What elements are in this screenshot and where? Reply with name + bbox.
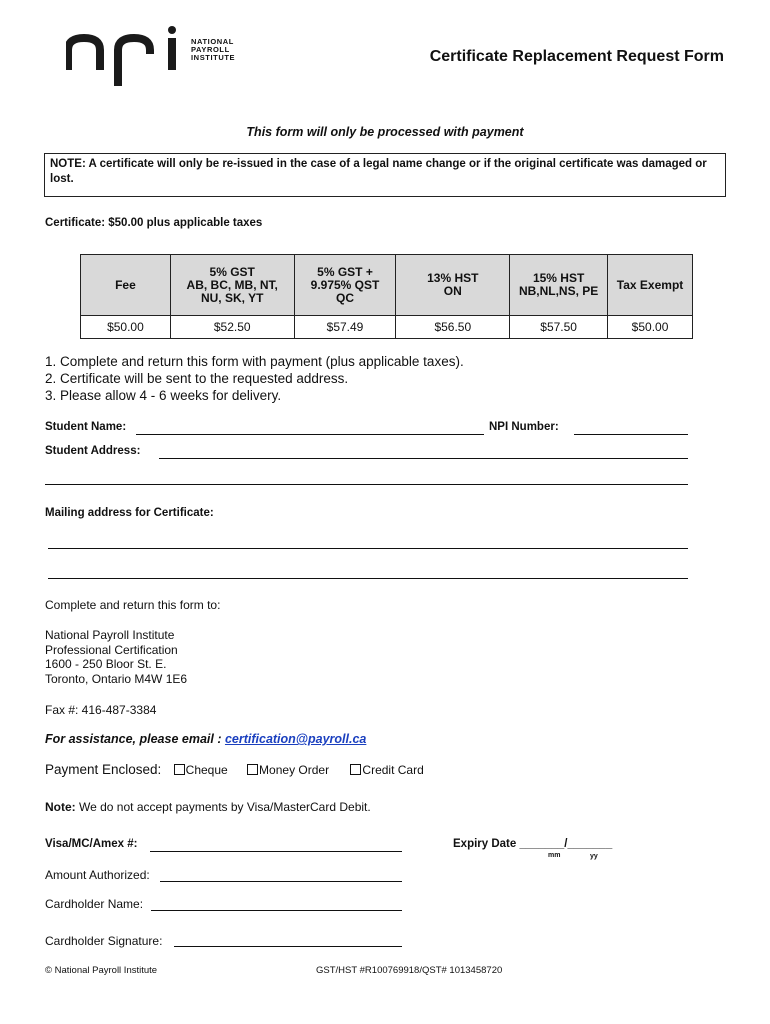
- expiry-year-hint: yy: [590, 853, 598, 860]
- fee-table: [80, 254, 693, 339]
- form-title: Certificate Replacement Request Form: [429, 48, 724, 65]
- fee-value: $50.00: [608, 316, 693, 339]
- fee-table-header: [170, 255, 294, 316]
- payment-enclosed-label: Payment Enclosed:: [45, 762, 162, 777]
- npi-number-field[interactable]: [574, 434, 688, 435]
- card-number-label: Visa/MC/Amex #:: [45, 838, 138, 850]
- fee-table-header: [81, 255, 171, 316]
- footer-tax-numbers: GST/HST #R100769918/QST# 1013458720: [316, 965, 503, 976]
- instructions-list: [45, 353, 464, 404]
- money-order-checkbox[interactable]: [247, 764, 258, 775]
- cardholder-signature-label: Cardholder Signature:: [45, 934, 163, 948]
- card-number-field[interactable]: [150, 851, 402, 852]
- debit-note-label: Note:: [45, 800, 76, 814]
- debit-note-text: We do not accept payments by Visa/MasterCard Debit.: [75, 800, 371, 814]
- instruction-item: 1. Complete and return this form with payment (plus applicable taxes).: [45, 354, 464, 369]
- npi-logo: [66, 26, 246, 88]
- payment-enclosed-row: [45, 762, 424, 777]
- npi-logo-mark-icon: [66, 26, 186, 88]
- header-line: 9.975% QST: [310, 277, 380, 292]
- fee-value: $50.00: [81, 316, 171, 339]
- fee-table-header: [608, 255, 693, 316]
- student-address-field-line-2[interactable]: [45, 484, 688, 485]
- logo-text-line: PAYROLL: [191, 45, 230, 54]
- support-email-link[interactable]: certification@payroll.ca: [224, 732, 367, 746]
- cheque-option-label: Cheque: [185, 763, 228, 777]
- instruction-item: 3. Please allow 4 - 6 weeks for delivery.: [45, 388, 282, 403]
- fee-table-row: [81, 316, 693, 339]
- header-line: AB, BC, MB, NT,: [186, 277, 278, 292]
- mailing-address-label: Mailing address for Certificate:: [45, 507, 214, 519]
- fee-table-header: [396, 255, 510, 316]
- fee-value: $52.50: [170, 316, 294, 339]
- amount-authorized-field[interactable]: [160, 881, 402, 882]
- header-line: 5% GST: [209, 264, 255, 279]
- certificate-price: Certificate: $50.00 plus applicable taxes: [45, 217, 263, 229]
- address-line: Toronto, Ontario M4W 1E6: [45, 671, 188, 686]
- fee-table-header: [294, 255, 396, 316]
- student-name-field[interactable]: [136, 434, 484, 435]
- address-line: Professional Certification: [45, 642, 178, 657]
- debit-note: [45, 800, 371, 814]
- cheque-option[interactable]: [174, 763, 228, 777]
- cheque-checkbox[interactable]: [174, 764, 185, 775]
- address-line: National Payroll Institute: [45, 628, 175, 642]
- npi-number-label: NPI Number:: [489, 421, 559, 433]
- footer-copyright: © National Payroll Institute: [45, 965, 158, 976]
- student-address-label: Student Address:: [45, 445, 141, 457]
- header-line: NB,NL,NS, PE: [518, 284, 599, 298]
- fee-value: $57.49: [294, 316, 396, 339]
- cardholder-name-label: Cardholder Name:: [45, 897, 144, 911]
- credit-card-option[interactable]: [350, 763, 423, 777]
- header-line: NU, SK, YT: [200, 290, 264, 305]
- cardholder-name-field[interactable]: [151, 910, 402, 911]
- expiry-date-field[interactable]: Expiry Date _______/_______: [453, 838, 613, 850]
- mailing-address-field-line-2[interactable]: [48, 578, 688, 579]
- logo-text-line: INSTITUTE: [191, 53, 236, 62]
- student-name-label: Student Name:: [45, 421, 127, 433]
- instruction-item: 2. Certificate will be sent to the requested address.: [45, 371, 349, 386]
- fee-value: $57.50: [510, 316, 608, 339]
- credit-card-checkbox[interactable]: [350, 764, 361, 775]
- assistance-label: For assistance, please email :: [45, 732, 225, 746]
- logo-text-line: NATIONAL: [191, 37, 234, 46]
- fee-table-header-row: [81, 255, 693, 316]
- header-line: 5% GST +: [317, 264, 373, 279]
- address-line: 1600 - 250 Bloor St. E.: [45, 657, 167, 671]
- money-order-option[interactable]: [247, 763, 329, 777]
- credit-card-option-label: Credit Card: [362, 763, 424, 777]
- header-line: 15% HST: [532, 271, 585, 285]
- money-order-option-label: Money Order: [259, 763, 330, 777]
- payment-required-notice: This form will only be processed with payment: [246, 125, 524, 139]
- fax-number: Fax #: 416-487-3384: [45, 703, 157, 717]
- mailing-address-field-line-1[interactable]: [48, 548, 688, 549]
- student-address-field[interactable]: [159, 458, 688, 459]
- return-to-label: Complete and return this form to:: [45, 598, 221, 612]
- cardholder-signature-field[interactable]: [174, 946, 402, 947]
- mailing-address-block: [45, 628, 187, 686]
- note-box: [44, 153, 726, 197]
- fee-table-header: [510, 255, 608, 316]
- header-line: Tax Exempt: [616, 277, 684, 292]
- header-line: ON: [443, 284, 462, 298]
- fee-value: $56.50: [396, 316, 510, 339]
- header-line: 13% HST: [427, 271, 479, 285]
- expiry-month-hint: mm: [548, 852, 561, 859]
- header-line: QC: [335, 290, 354, 305]
- amount-authorized-label: Amount Authorized:: [45, 868, 150, 882]
- note-text: NOTE: A certificate will only be re-issued in the case of a legal name change or if the original certificate was damaged or lost.: [50, 158, 707, 185]
- assistance-line: [45, 732, 366, 746]
- header-line: Fee: [115, 277, 136, 292]
